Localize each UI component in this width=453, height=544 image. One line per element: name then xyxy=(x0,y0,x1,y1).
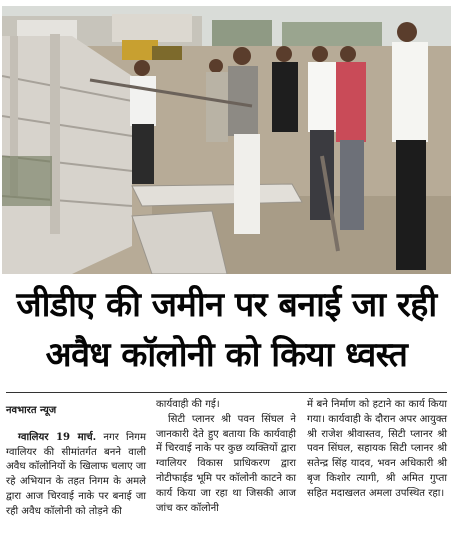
article-text-col3: में बने निर्माण को हटाने का कार्य किया गया। कार्यवाही के दौरान अपर आयुक्त श्री राजेश श्रीवास्तव, सिटी प्लानर श्री पवन सिंघल, सहायक सिटी प्लानर श्री सतेन्द्र सिंह यादव, भवन अधिकारी श्री बृज किशोर त्यागी, श्री अमित गुप्ता सहित मदाखलत अमला उपस्थित रहा। xyxy=(307,399,447,499)
news-photo xyxy=(2,6,451,274)
article-column-1 xyxy=(6,398,146,520)
article-text-col1: नगर निगम ग्वालियर की सीमांतर्गत बनने वाली अवैध कॉलोनियों के खिलाफ चलाए जा रहे अभियान के तहत निगम के अमले द्वारा आज चिरवाई नाके पर बनाई जा रही अवैध कॉलोनी को तोड़ने की xyxy=(6,431,146,517)
headline xyxy=(0,280,453,380)
article-paragraph-1 xyxy=(6,431,146,520)
dateline: ग्वालियर 19 मार्च. xyxy=(18,431,97,443)
article-column-3 xyxy=(307,398,447,502)
headline-divider xyxy=(6,392,447,393)
article-text-col2: सिटी प्लानर श्री पवन सिंघल ने जानकारी देते हुए बताया कि कार्यवाही में चिरवाई नाके पर कुछ व्यक्तियों द्वारा ग्वालियर विकास प्राधिकरण द्वारा नोटीफाईड भूमि पर कॉलोनी काटने का कार्य किया जा रहा था जिसकी आज जांच कर कॉलोनी xyxy=(156,413,296,514)
byline: नवभारत न्यूज xyxy=(6,405,57,416)
article-text-col2-first: कार्यवाही की गई। xyxy=(156,399,220,410)
headline-line-1: जीडीए की जमीन पर बनाई जा रही xyxy=(16,285,437,325)
article-column-2 xyxy=(156,398,296,516)
headline-line-2: अवैध कॉलोनी को किया ध्वस्त xyxy=(45,335,408,375)
